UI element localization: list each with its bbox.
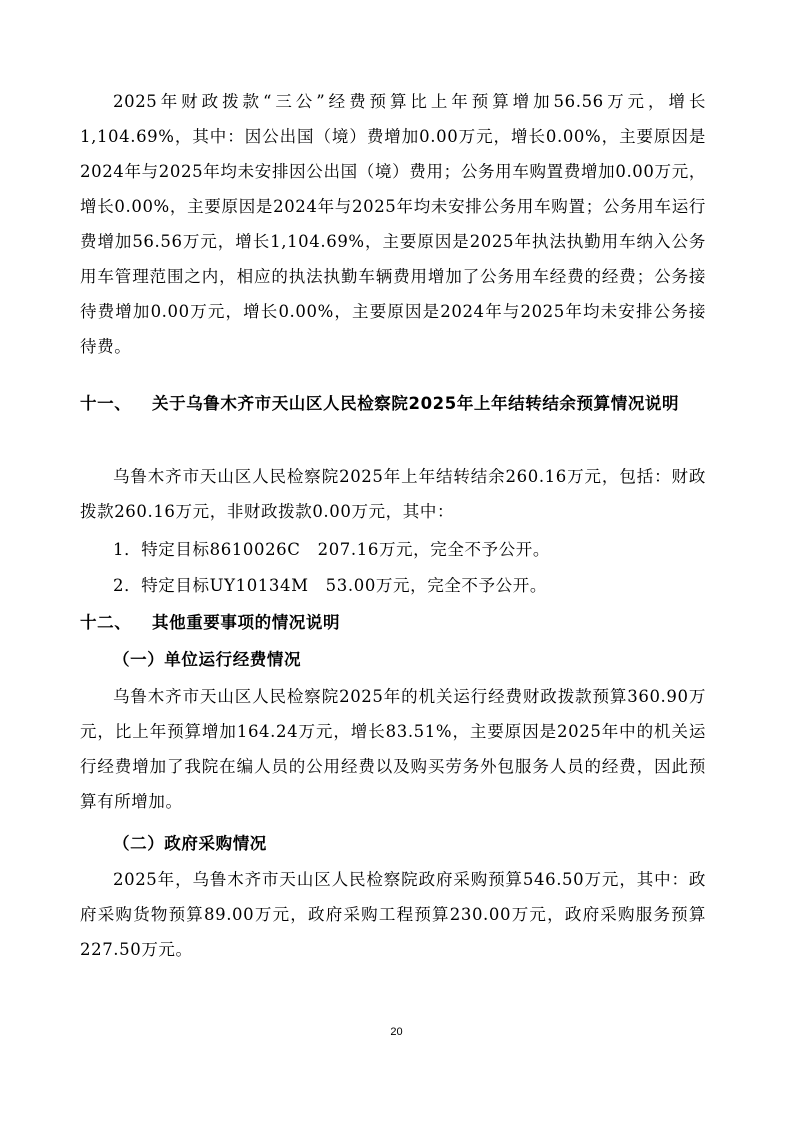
section-heading-11 <box>80 386 706 421</box>
section-heading-12 <box>80 605 706 640</box>
section-number-12: 十二、 <box>80 613 132 632</box>
page-number: 20 <box>390 1026 403 1038</box>
subheading-operating-expenses: （一）单位运行经费情况 <box>113 650 302 669</box>
paragraph-carryover-balance: 乌鲁木齐市天山区人民检察院2025年上年结转结余260.16万元，包括：财政拨款260.16万元，非财政拨款0.00万元，其中： <box>80 467 706 521</box>
section-title-11: 关于乌鲁木齐市天山区人民检察院2025年上年结转结余预算情况说明 <box>152 394 680 413</box>
paragraph-operating-expenses: 乌鲁木齐市天山区人民检察院2025年的机关运行经费财政拨款预算360.90万元，比上年预算增加164.24万元，增长83.51%，主要原因是2025年中的机关运行经费增加了我院在编人员的公用经费以及购买劳务外包服务人员的经费，因此预算有所增加。 <box>80 687 706 811</box>
section-number-11: 十一、 <box>80 394 132 413</box>
subheading-government-procurement: （二）政府采购情况 <box>113 834 267 853</box>
paragraph-government-procurement: 2025年，乌鲁木齐市天山区人民检察院政府采购预算546.50万元，其中：政府采购货物预算89.00万元，政府采购工程预算230.00万元，政府采购服务预算227.50万元。 <box>80 870 706 959</box>
section-title-12: 其他重要事项的情况说明 <box>152 613 341 632</box>
list-item-target-1: 1．特定目标8610026C 207.16万元，完全不予公开。 <box>113 540 550 559</box>
list-item-target-2: 2．特定目标UY10134M 53.00万元，完全不予公开。 <box>113 576 547 595</box>
paragraph-three-public-expenses: 2025年财政拨款“三公”经费预算比上年预算增加56.56万元，增长1,104.69%，其中：因公出国（境）费增加0.00万元，增长0.00%，主要原因是2024年与2025年均未安排因公出国（境）费用；公务用车购置费增加0.00万元，增长0.00%，主要原因是2024年与2025年均未安排公务用车购置；公务用车运行费增加56.56万元，增长1,104.69%，主要原因是2025年执法执勤用车纳入公务用车管理范围之内，相应的执法执勤车辆费用增加了公务用车经费的经费；公务接待费增加0.00万元，增长0.00%，主要原因是2024年与2025年均未安排公务接待费。 <box>80 92 706 356</box>
